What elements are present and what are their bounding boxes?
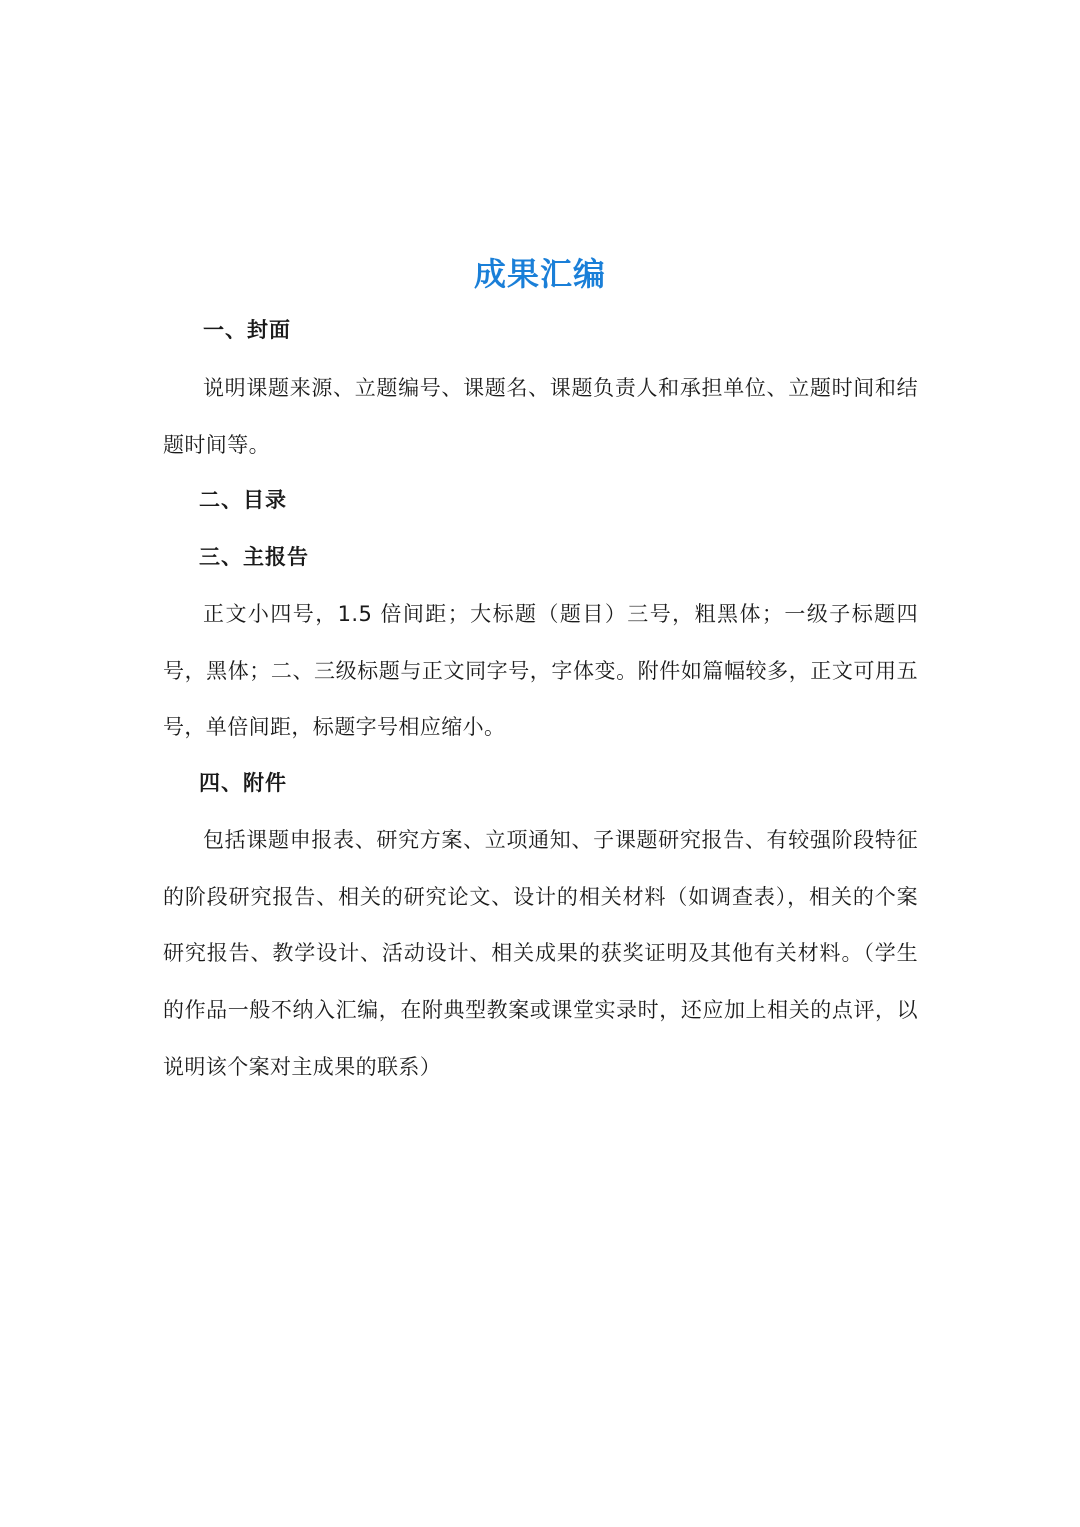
section-body-cover: 说明课题来源、立题编号、课题名、课题负责人和承担单位、立题时间和结题时间等。 [163, 376, 918, 457]
section-heading-main-report: 三、主报告 [199, 545, 309, 569]
section-body-main-report: 正文小四号，1.5 倍间距；大标题（题目）三号，粗黑体；一级子标题四号，黑体；二、三级标题与正文同字号，字体变。附件如篇幅较多，正文可用五号，单倍间距，标题字号相应缩小。 [163, 602, 918, 740]
section-heading-cover: 一、封面 [203, 318, 291, 342]
section-heading-appendix: 四、附件 [199, 771, 287, 795]
section-heading-toc: 二、目录 [199, 488, 287, 512]
section-body-appendix: 包括课题申报表、研究方案、立项通知、子课题研究报告、有较强阶段特征的阶段研究报告、相关的研究论文、设计的相关材料（如调查表），相关的个案研究报告、教学设计、活动设计、相关成果的获奖证明及其他有关材料。（学生的作品一般不纳入汇编，在附典型教案或课堂实录时，还应加上相关的点评，以说明该个案对主成果的联系） [163, 828, 918, 1079]
document-title: 成果汇编 [473, 255, 606, 293]
